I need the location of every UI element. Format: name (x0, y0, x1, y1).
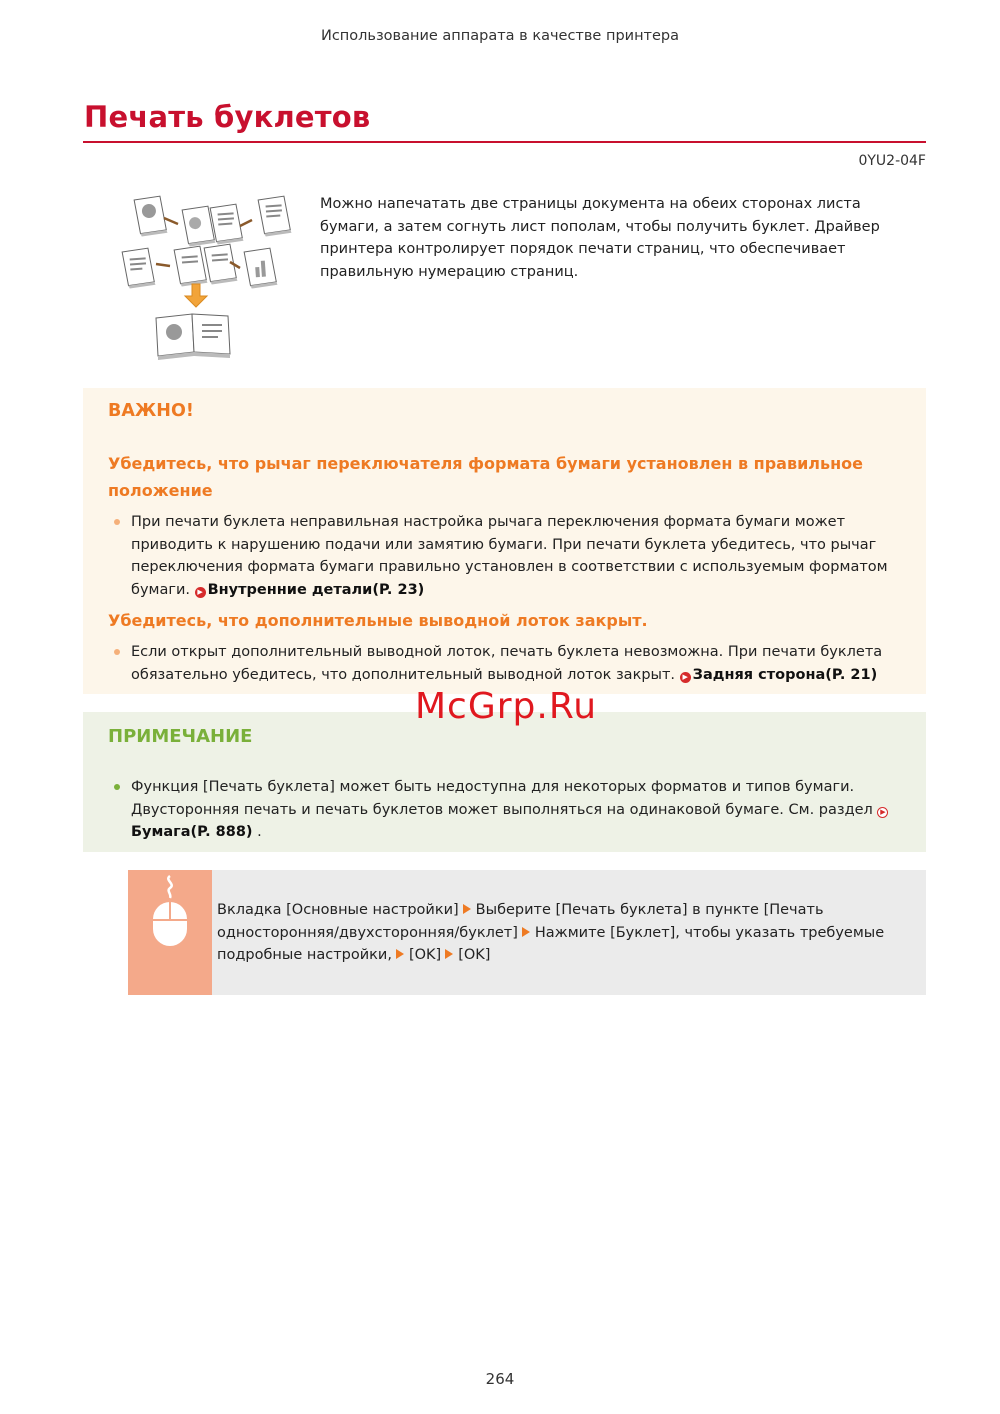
watermark: McGrp.Ru (414, 686, 598, 727)
important-heading: Убедитесь, что дополнительные выводной лоток закрыт. (108, 611, 648, 630)
booklet-illustration (112, 190, 302, 365)
note-item-text: Функция [Печать буклета] может быть недоступна для некоторых форматов и типов бумаги. Двусторонняя печать и печать буклетов может выполняться на одинаковой бумаге. См. раздел (131, 779, 878, 818)
order-arrow-icon (164, 218, 178, 224)
running-header: Использование аппарата в качестве принтера (320, 28, 680, 44)
important-item-text: При печати буклета неправильная настройка рычага переключения формата бумаги может приводить к нарушению подачи или замятию бумаги. При печати буклета убедитесь, что рычаг переключения формата бумаги правильно установлен в соответствии с используемым форматом бумаги. (131, 514, 888, 599)
order-arrow-icon (156, 264, 170, 266)
step-arrow-icon (396, 949, 404, 959)
step-text: Вкладка [Основные настройки] (217, 902, 459, 918)
reference-link[interactable]: Бумага(P. 888) (131, 824, 253, 841)
page-sheet (210, 204, 244, 245)
reference-link[interactable]: Задняя сторона(P. 21) (692, 666, 878, 683)
intro-paragraph: Можно напечатать две страницы документа на обеих сторонах листа бумаги, а затем согнуть лист пополам, чтобы получить буклет. Драйвер принтера контролирует порядок печати страниц, что обеспечивает правильную нумерацию страниц. (320, 196, 880, 281)
page-title: Печать буклетов (84, 100, 371, 134)
link-arrow-icon: ▶ (680, 672, 691, 683)
document-id: 0YU2-04F (858, 153, 926, 169)
step-arrow-icon (445, 949, 453, 959)
important-item (131, 641, 906, 686)
note-label: ПРИМЕЧАНИЕ (108, 726, 253, 747)
page-number: 264 (485, 1370, 515, 1388)
mouse-panel (128, 870, 212, 995)
procedure-steps (217, 899, 897, 967)
link-arrow-icon: ▶ (195, 587, 206, 598)
important-item (131, 511, 906, 602)
page-sheet (122, 248, 156, 289)
bullet-dot (114, 784, 120, 790)
step-text: Нажмите [Буклет], чтобы указать требуемые подробные настройки, (217, 924, 885, 964)
order-arrow-icon (240, 220, 252, 226)
bullet-dot (114, 519, 120, 525)
page-sheet (174, 246, 208, 287)
step-text: [OK] (458, 947, 491, 964)
note-item (131, 776, 906, 844)
bullet-dot (114, 649, 120, 655)
reference-link[interactable]: Внутренние детали(P. 23) (207, 582, 425, 599)
title-divider (83, 141, 926, 143)
down-arrow-icon (185, 284, 207, 307)
step-text: Выберите [Печать буклета] в пункте [Печать односторонняя/двухсторонняя/буклет] (217, 902, 824, 941)
important-label: ВАЖНО! (108, 401, 194, 421)
page-sheet (134, 196, 168, 237)
page-sheet (244, 248, 278, 289)
page-sheet (258, 196, 292, 237)
step-arrow-icon (463, 904, 471, 914)
mouse-icon (128, 870, 212, 995)
booklet-result (156, 314, 230, 360)
important-item-text: Если открыт дополнительный выводной лоток, печать буклета невозможна. При печати буклета обязательно убедитесь, что дополнительный выводной лоток закрыт. (131, 644, 883, 683)
important-heading: Убедитесь, что рычаг переключателя формата бумаги установлен в правильное положение (108, 454, 864, 500)
link-arrow-icon: ▶ (877, 807, 888, 818)
step-text: [OK] (408, 947, 442, 964)
note-tail: . (252, 824, 262, 841)
step-arrow-icon (522, 927, 530, 937)
